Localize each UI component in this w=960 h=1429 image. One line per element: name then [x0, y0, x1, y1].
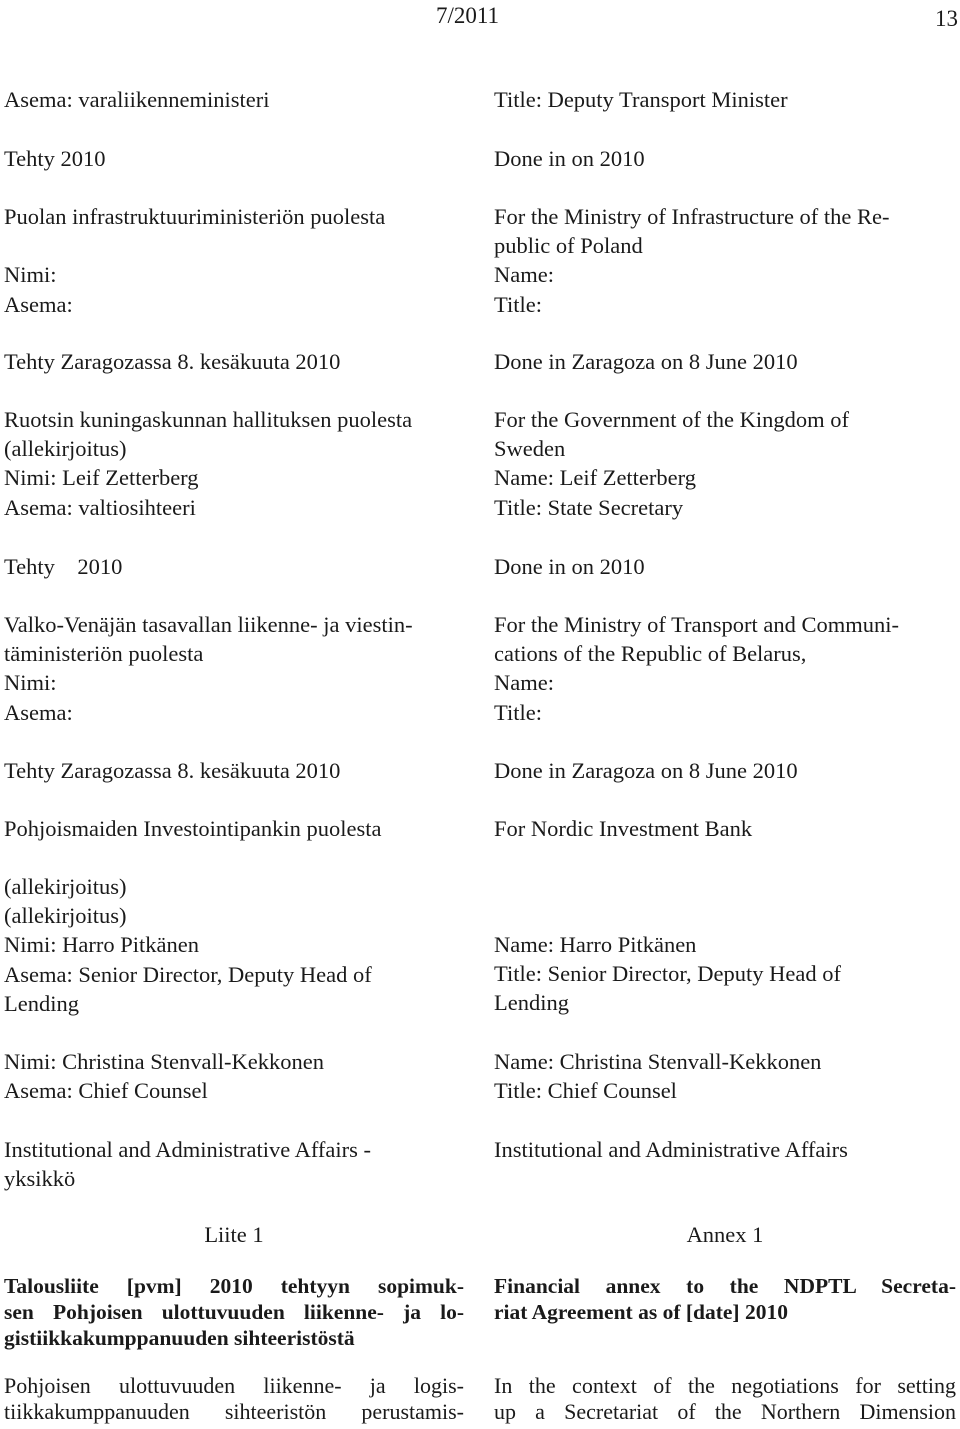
page-number: 13: [935, 6, 958, 31]
nib-signatory-fi: Pohjoismaiden Investointipankin puolesta: [4, 816, 382, 841]
issue-number: 7/2011: [436, 3, 500, 28]
nib-signature-1-en: Name: Harro Pitkänen Title: Senior Director, Deputy Head of Lending: [494, 932, 841, 1016]
nib-signature-1-fi: (allekirjoitus) (allekirjoitus) Nimi: Harro Pitkänen Asema: Senior Director, Deputy Head of Lending: [4, 874, 372, 1016]
done-in-fi-2: Tehty 2010: [4, 554, 123, 579]
done-in-en: Done in on 2010: [494, 146, 645, 171]
nib-signatory-en: For Nordic Investment Bank: [494, 816, 753, 841]
nib-signature-2-en: Name: Christina Stenvall-Kekkonen Title: Chief Counsel: [494, 1049, 822, 1104]
nib-signature-2-fi: Nimi: Christina Stenvall-Kekkonen Asema: Chief Counsel: [4, 1049, 324, 1104]
done-in-fi: Tehty 2010: [4, 146, 106, 171]
done-in-zaragoza-en: Done in Zaragoza on 8 June 2010: [494, 349, 798, 374]
annex-text-fi: Pohjoisen ulottuvuuden liikenne- ja logis- tiikkakumppanuuden sihteeristön perustamis-: [4, 1373, 464, 1424]
annex-label-fi: Liite 1: [204, 1222, 264, 1247]
poland-signatory-fi: Puolan infrastruktuuriministeriön puolesta Nimi: Asema:: [4, 204, 386, 317]
annex-text-en: In the context of the negotiations for setting up a Secretariat of the Northern Dimension: [494, 1373, 956, 1424]
sweden-signatory-en: For the Government of the Kingdom of Sweden Name: Leif Zetterberg Title: State Secretary: [494, 407, 849, 520]
done-in-zaragoza-fi: Tehty Zaragozassa 8. kesäkuuta 2010: [4, 349, 341, 374]
done-in-zaragoza-en-2: Done in Zaragoza on 8 June 2010: [494, 758, 798, 783]
belarus-signatory-en: For the Ministry of Transport and Communi- cations of the Republic of Belarus, Name: Title:: [494, 612, 900, 725]
annex-label-en: Annex 1: [686, 1222, 764, 1247]
belarus-signatory-fi: Valko-Venäjän tasavallan liikenne- ja viestin- täministeriön puolesta Nimi: Asema:: [4, 612, 413, 725]
sweden-signatory-fi: Ruotsin kuningaskunnan hallituksen puolesta (allekirjoitus) Nimi: Leif Zetterberg Asema: valtiosihteeri: [4, 407, 413, 520]
annex-heading-fi: Talousliite [pvm] 2010 tehtyyn sopimuk- sen Pohjoisen ulottuvuuden liikenne- ja lo- gistiikkakumppanuuden sihteeristöstä: [4, 1274, 464, 1350]
poland-signatory-en: For the Ministry of Infrastructure of the Re- public of Poland Name: Title:: [494, 204, 890, 317]
signature-title-fi: Asema: varaliikenneministeri: [4, 87, 270, 112]
nib-unit-fi: Institutional and Administrative Affairs - yksikkö: [4, 1137, 372, 1192]
signature-title-en: Title: Deputy Transport Minister: [494, 87, 788, 112]
done-in-en-2: Done in on 2010: [494, 554, 645, 579]
annex-heading-en: Financial annex to the NDPTL Secreta- riat Agreement as of [date] 2010: [494, 1274, 956, 1324]
done-in-zaragoza-fi-2: Tehty Zaragozassa 8. kesäkuuta 2010: [4, 758, 341, 783]
nib-unit-en: Institutional and Administrative Affairs: [494, 1137, 848, 1162]
